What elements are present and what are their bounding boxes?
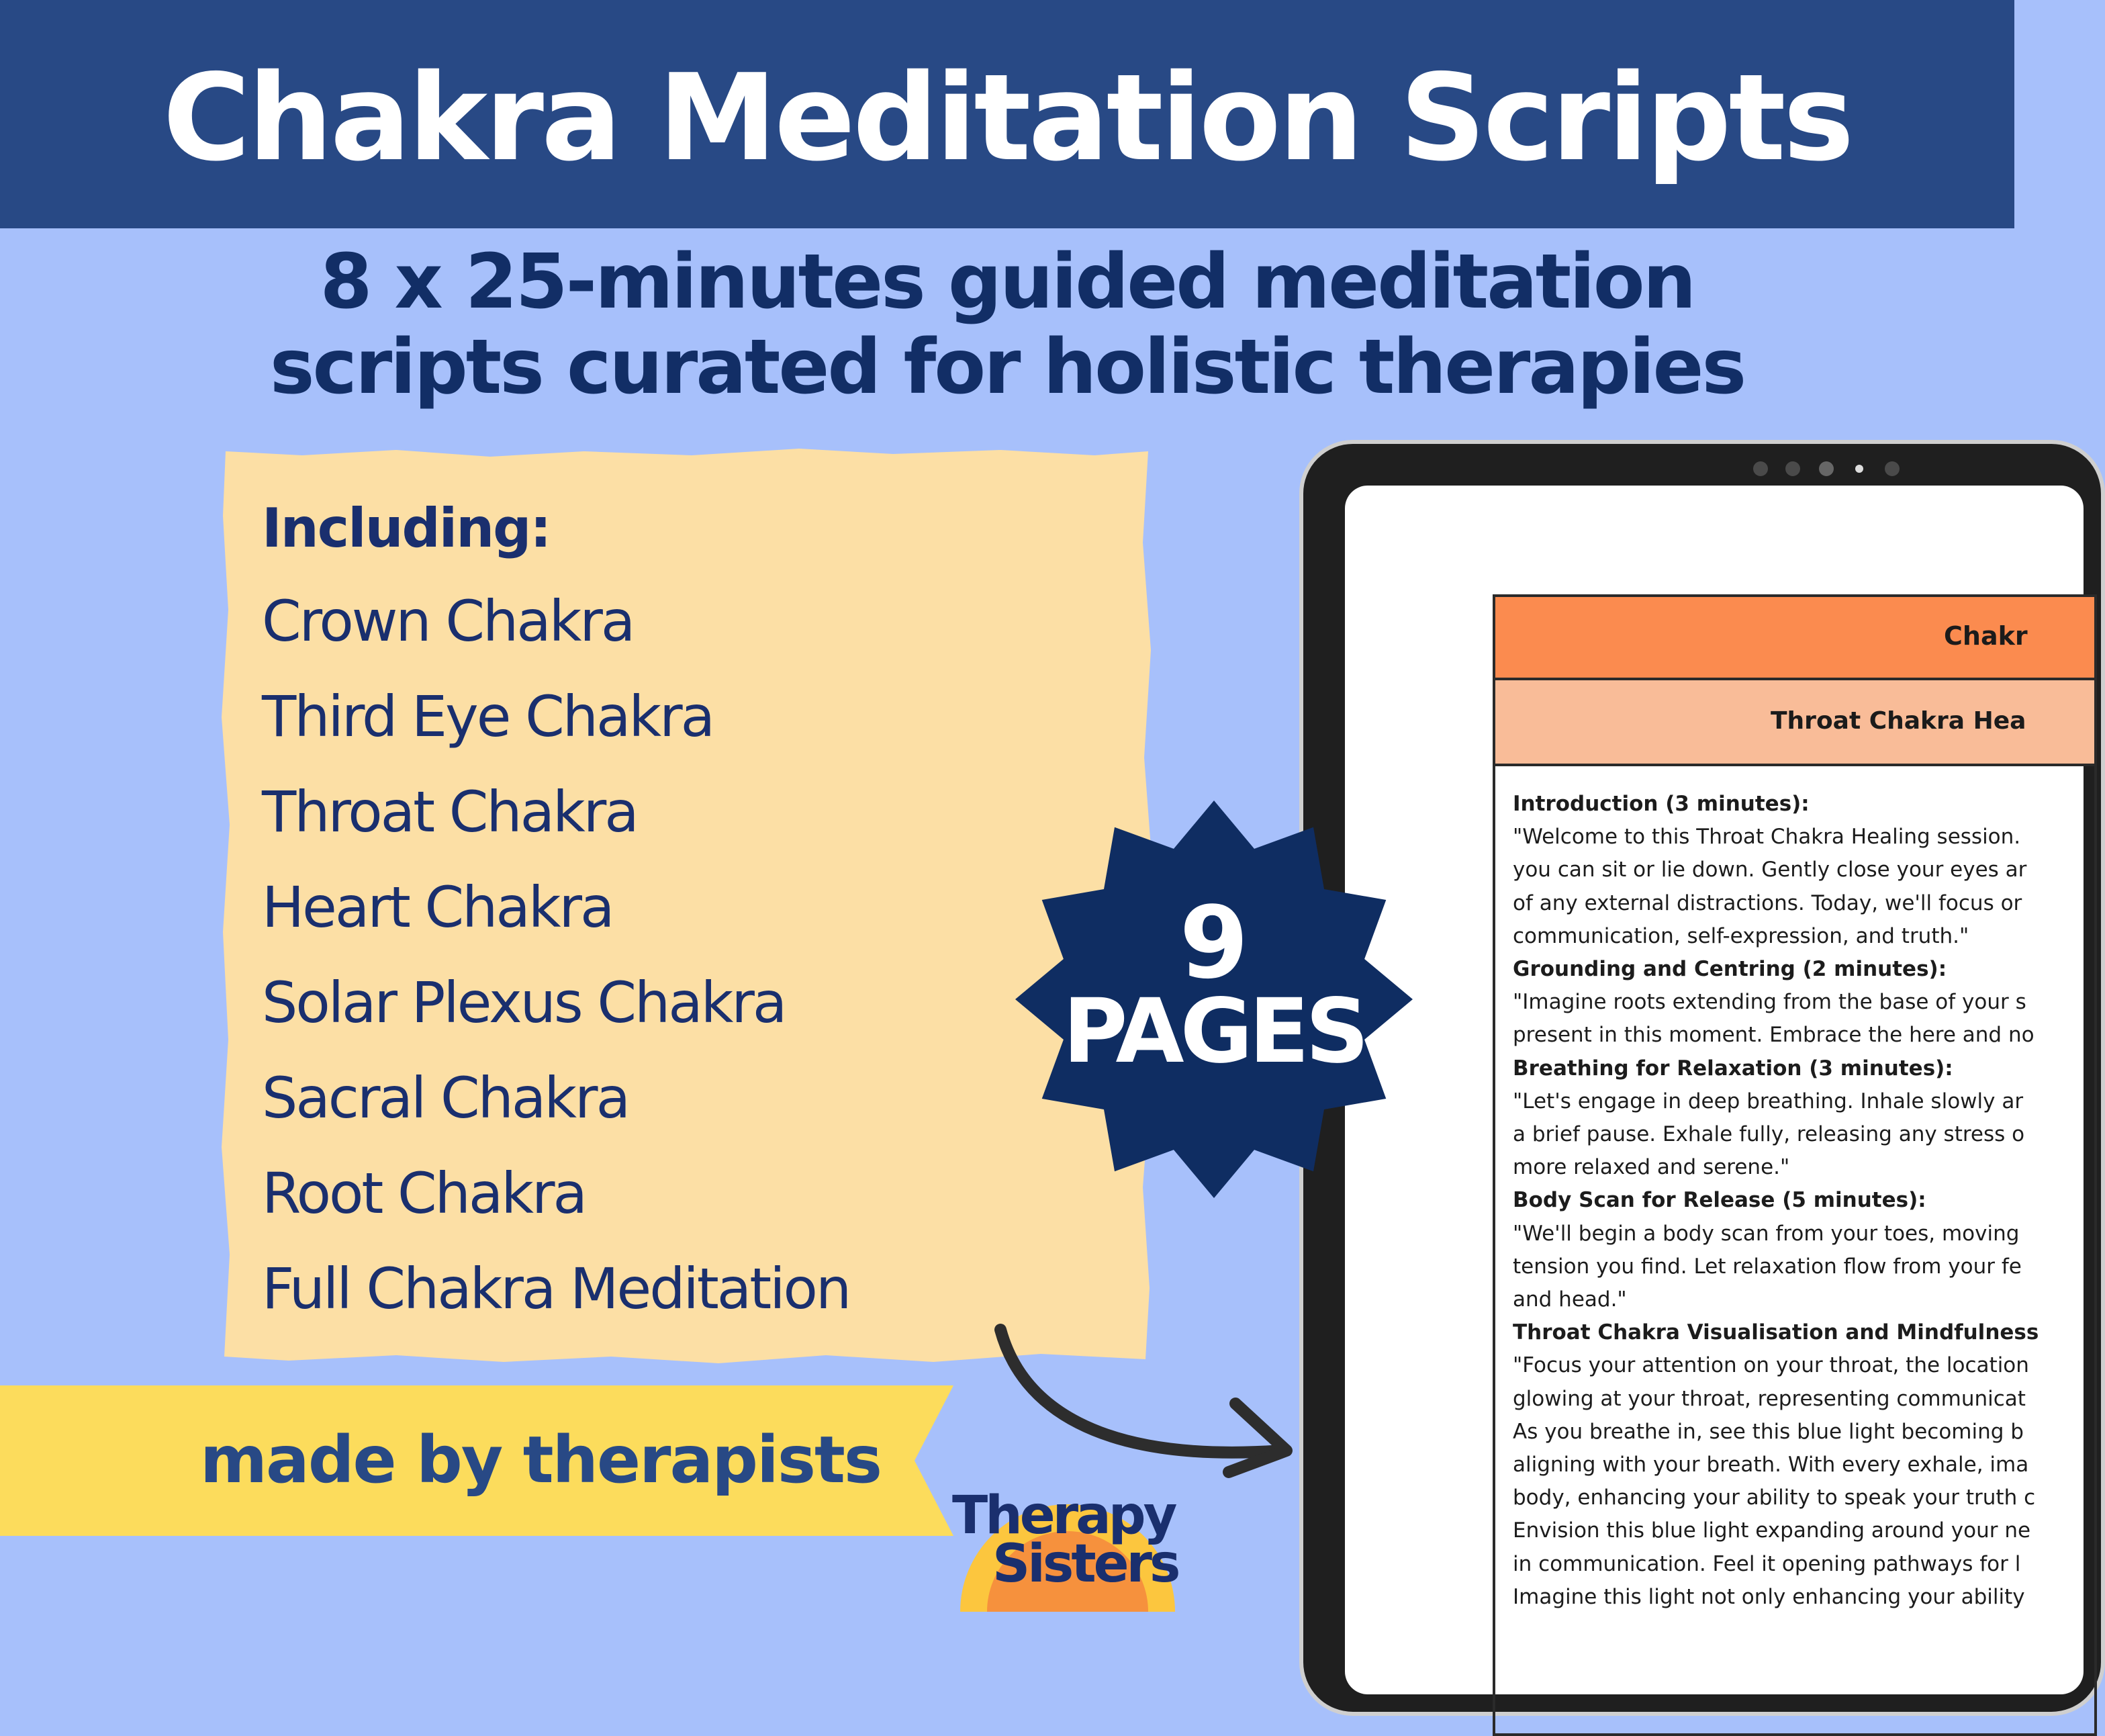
list-item: Crown Chakra bbox=[262, 588, 634, 654]
logo-text-therapy: Therapy bbox=[952, 1486, 1175, 1546]
logo-text-sisters: Sisters bbox=[992, 1534, 1178, 1594]
document-text-line: aligning with your breath. With every exhale, ima bbox=[1513, 1453, 2029, 1477]
list-item: Heart Chakra bbox=[262, 874, 613, 940]
document-text-line: in communication. Feel it opening pathways for l bbox=[1513, 1552, 2021, 1576]
document-text-line: "Let's engage in deep breathing. Inhale slowly ar bbox=[1513, 1089, 2024, 1113]
document-text-line: present in this moment. Embrace the here and no bbox=[1513, 1023, 2034, 1047]
document-text-line: "Welcome to this Throat Chakra Healing session. bbox=[1513, 825, 2021, 849]
sensor-dot bbox=[1855, 465, 1863, 473]
document-text-line: body, enhancing your ability to speak your truth c bbox=[1513, 1486, 2036, 1510]
document-subheader-title: Throat Chakra Hea bbox=[1771, 707, 2026, 735]
document-text-line: "Focus your attention on your throat, the location bbox=[1513, 1353, 2029, 1377]
document-section-heading: Introduction (3 minutes): bbox=[1513, 792, 1810, 816]
document-text-line: you can sit or lie down. Gently close your eyes ar bbox=[1513, 858, 2027, 882]
document-text-line: more relaxed and serene." bbox=[1513, 1155, 1790, 1179]
page-title: Chakra Meditation Scripts bbox=[162, 48, 1852, 187]
document-text-line: tension you find. Let relaxation flow from your fe bbox=[1513, 1254, 2022, 1279]
script-document bbox=[1493, 594, 2097, 1736]
title-bar bbox=[0, 0, 2014, 228]
document-text-line: "Imagine roots extending from the base of your s bbox=[1513, 990, 2026, 1014]
document-subheader bbox=[1495, 680, 2094, 766]
document-section-heading: Throat Chakra Visualisation and Mindfulness bbox=[1513, 1320, 2039, 1344]
document-text-line: Envision this blue light expanding around your ne bbox=[1513, 1518, 2031, 1543]
ribbon-text: made by therapists bbox=[200, 1422, 882, 1498]
document-section-heading: Breathing for Relaxation (3 minutes): bbox=[1513, 1056, 1953, 1081]
camera-dot bbox=[1785, 461, 1800, 476]
badge-number: 9 bbox=[1179, 885, 1249, 1001]
document-header bbox=[1495, 597, 2094, 680]
document-text-line: and head." bbox=[1513, 1287, 1627, 1312]
list-item: Third Eye Chakra bbox=[262, 684, 714, 749]
list-item: Solar Plexus Chakra bbox=[262, 970, 786, 1036]
document-section-heading: Body Scan for Release (5 minutes): bbox=[1513, 1188, 1926, 1212]
list-heading: Including: bbox=[262, 497, 551, 559]
camera-dot bbox=[1885, 461, 1900, 476]
document-text-line: a brief pause. Exhale fully, releasing any stress o bbox=[1513, 1122, 2025, 1146]
document-header-title: Chakr bbox=[1944, 621, 2028, 651]
document-text-line: "We'll begin a body scan from your toes, moving bbox=[1513, 1222, 2020, 1246]
list-item: Sacral Chakra bbox=[262, 1065, 629, 1131]
document-text-line: communication, self-expression, and truth." bbox=[1513, 924, 1969, 948]
badge-label: PAGES bbox=[1062, 980, 1366, 1083]
document-section-heading: Grounding and Centring (2 minutes): bbox=[1513, 957, 1947, 981]
camera-icon bbox=[1819, 461, 1834, 476]
list-item: Root Chakra bbox=[262, 1160, 586, 1226]
document-text-line: As you breathe in, see this blue light becoming b bbox=[1513, 1420, 2024, 1444]
camera-dot bbox=[1753, 461, 1768, 476]
subtitle-line-2: scripts curated for holistic therapies bbox=[269, 324, 1745, 411]
curved-arrow-icon bbox=[980, 1316, 1303, 1480]
list-item: Full Chakra Meditation bbox=[262, 1256, 850, 1322]
tablet-screen bbox=[1345, 486, 2084, 1694]
document-text-line: glowing at your throat, representing communicat bbox=[1513, 1387, 2026, 1411]
document-text-line: Imagine this light not only enhancing your ability bbox=[1513, 1585, 2025, 1609]
document-text-line: of any external distractions. Today, we'll focus or bbox=[1513, 891, 2022, 915]
subtitle-line-1: 8 x 25-minutes guided meditation bbox=[320, 238, 1695, 326]
list-item: Throat Chakra bbox=[262, 779, 637, 845]
